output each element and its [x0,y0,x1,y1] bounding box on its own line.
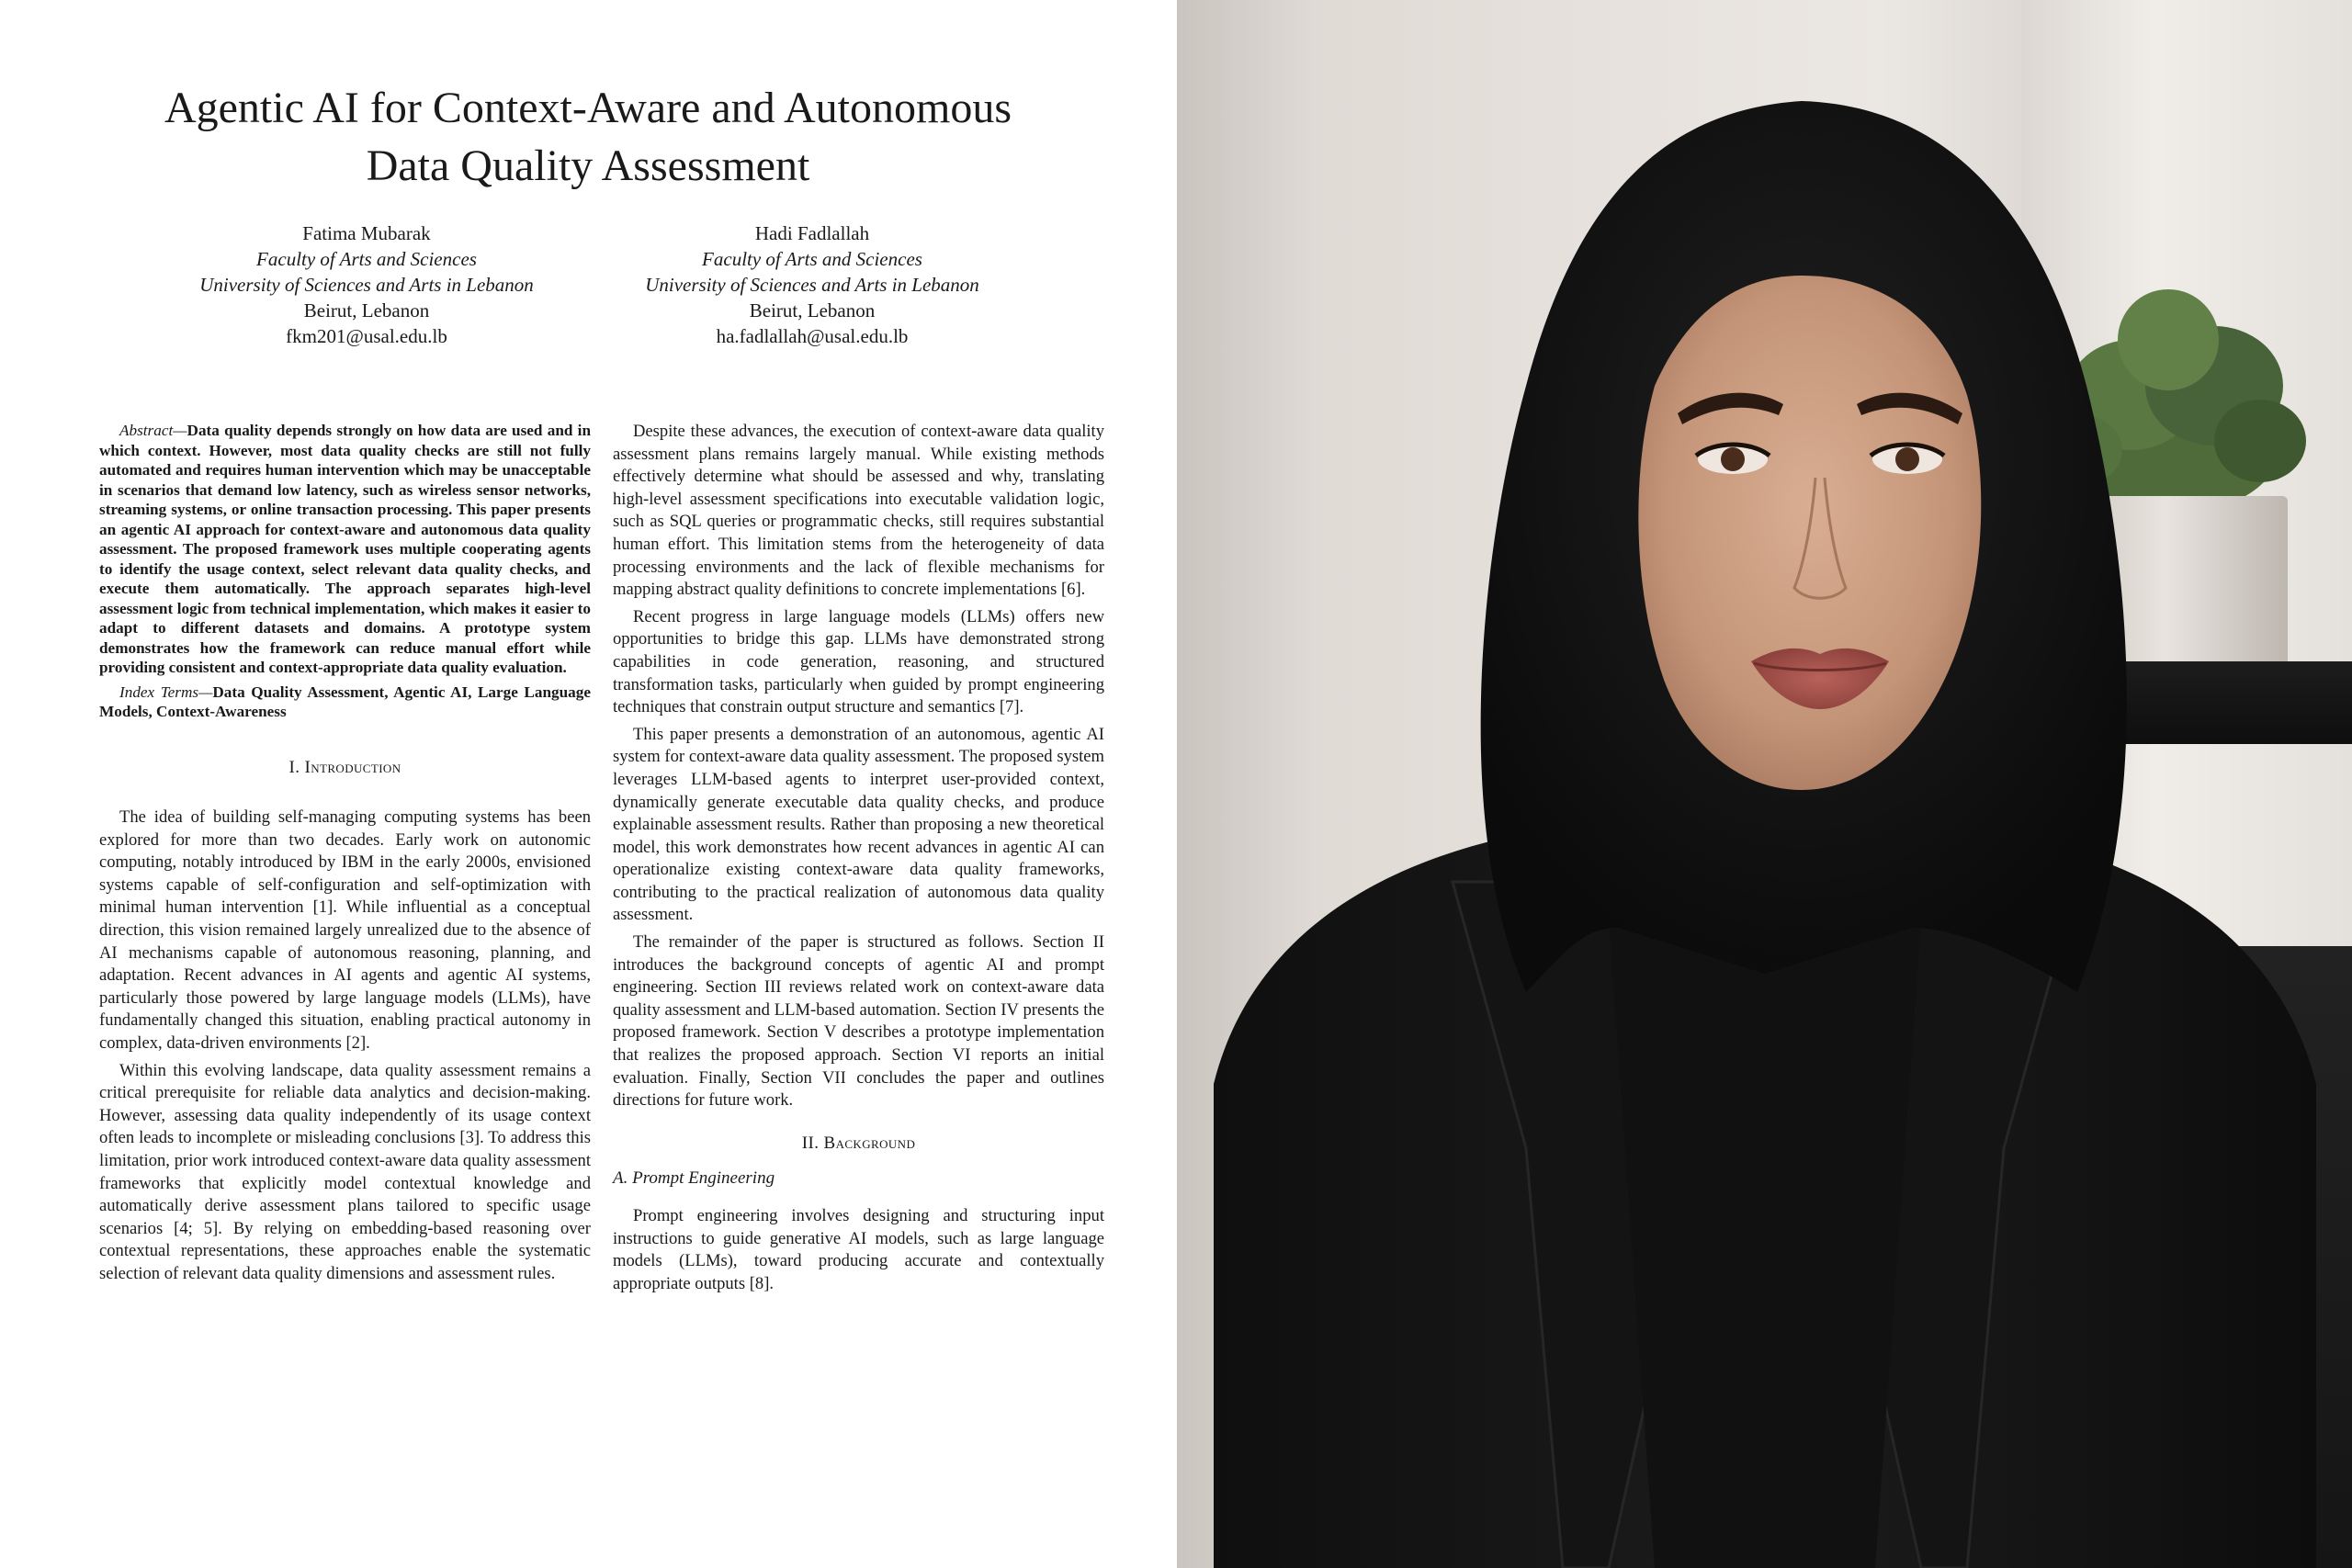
left-column [99,421,591,1291]
body-paragraph: Despite these advances, the execution of context-aware data quality assessment plans remains largely manual. While existing methods effectively determine what should be assessed and why, translating high-level assessment specifications into executable validation logic, such as SQL queries or programmatic checks, still requires substantial human effort. This limitation stems from the heterogeneity of data processing environments and the lack of flexible mechanisms for mapping abstract quality definitions to concrete implementations [6]. [613,422,1104,600]
author-location: Beirut, Lebanon [749,299,876,321]
body-paragraph: The idea of building self-managing computing systems has been explored for more than two decades. Early work on autonomic computing, notably introduced by IBM in the early 2000s, envisioned systems capable of self-configuration and self-optimization with minimal human intervention [1]. While influential as a conceptual direction, this vision remained largely unrealized due to the absence of AI mechanisms capable of autonomous reasoning, planning, and adaptation. Recent advances in AI agents and agentic AI systems, particularly those powered by large language models (LLMs), have fundamentally changed this situation, enabling practical autonomy in complex, data-driven environments [2]. [99,807,591,1054]
subsection-heading-prompt-engineering: A. Prompt Engineering [613,1168,775,1189]
author-email: fkm201@usal.edu.lb [286,325,447,347]
iris-right [1895,447,1919,471]
index-terms-text: Data Quality Assessment, Agentic AI, Large Language Models, Context-Awareness [99,682,591,720]
paper-title-line-2: Data Quality Assessment [366,141,810,190]
body-paragraph: The remainder of the paper is structured as follows. Section II introduces the background concepts of agentic AI and prompt engineering. Section III reviews related work on context-aware data quality assessment and LLM-based automation. Section IV presents the proposed framework. Section V describes a prototype implementation that realizes the proposed approach. Section VI reports an initial evaluation. Finally, Section VII concludes the paper and outlines directions for future work. [613,932,1104,1111]
author-faculty: Faculty of Arts and Sciences [702,248,922,270]
author-university: University of Sciences and Arts in Lebanon [199,274,534,296]
body-paragraph: Recent progress in large language models (LLMs) offers new opportunities to bridge this gap. LLMs have demonstrated strong capabilities in code generation, reasoning, and structured transformation tasks, particularly when guided by prompt engineering techniques that constrain output structure and semantics [7]. [613,606,1104,717]
body-paragraph: Within this evolving landscape, data quality assessment remains a critical prerequisite for reliable data analytics and decision-making. However, assessing data quality independently of its usage context often leads to incomplete or misleading conclusions [3]. To address this limitation, prior work introduced context-aware data quality assessment frameworks that explicitly model contextual knowledge and automatically derive assessment plans tailored to specific usage scenarios [4; 5]. By relying on embedding-based reasoning over contextual representations, these approaches enable the systematic selection of relevant data quality dimensions and assessment rules. [99,1060,591,1283]
author-location: Beirut, Lebanon [303,299,430,321]
body-paragraph: This paper presents a demonstration of an autonomous, agentic AI system for context-aware data quality assessment. The proposed system leverages LLM-based agents to interpret user-provided context, dynamically generate executable data quality checks, and produce explainable assessment results. Rather than proposing a new theoretical model, this work demonstrates how recent advances in agentic AI can operationalize existing context-aware data quality frameworks, contributing to the practical realization of autonomous data quality assessment. [613,724,1104,925]
abstract [99,421,591,678]
author-name: Fatima Mubarak [302,222,431,244]
author-portrait-photo [1177,0,2352,1568]
abstract-label: Abstract— [119,422,187,439]
author-faculty: Faculty of Arts and Sciences [256,248,477,270]
author-block-2 [537,220,1088,349]
author-university: University of Sciences and Arts in Lebanon [645,274,979,296]
paper-title [37,79,1139,195]
body-paragraph: Prompt engineering involves designing and structuring input instructions to guide generative AI models, such as large language models (LLMs), toward producing accurate and contextually appropriate outputs [8]. [613,1206,1104,1293]
right-column [613,421,1104,1300]
abstract-text: Data quality depends strongly on how data are used and in which context. However, most data quality checks are still not fully automated and requires human intervention which may be unacceptable in scenarios that demand low latency, such as wireless sensor networks, streaming systems, or online transaction processing. This paper presents an agentic AI approach for context-aware and autonomous data quality assessment. The proposed framework uses multiple cooperating agents to identify the usage context, select relevant data quality checks, and execute them automatically. The approach separates high-level assessment logic from technical implementation, which makes it easier to adapt to different datasets and domains. A prototype system demonstrates how the framework can reduce manual effort while providing consistent and context-appropriate data quality evaluation. [99,422,591,676]
paper-title-line-1: Agentic AI for Context-Aware and Autonomous [164,84,1012,132]
index-terms [99,682,591,722]
inner-top [1609,919,1921,1568]
index-terms-label: Index Terms— [119,682,213,701]
author-email: ha.fadlallah@usal.edu.lb [716,325,909,347]
portrait-person [1177,0,2352,1568]
section-heading-background: II. Background [801,1133,916,1153]
iris-left [1721,447,1745,471]
author-name: Hadi Fadlallah [754,222,870,244]
section-heading-introduction: I. Introduction [288,757,401,777]
